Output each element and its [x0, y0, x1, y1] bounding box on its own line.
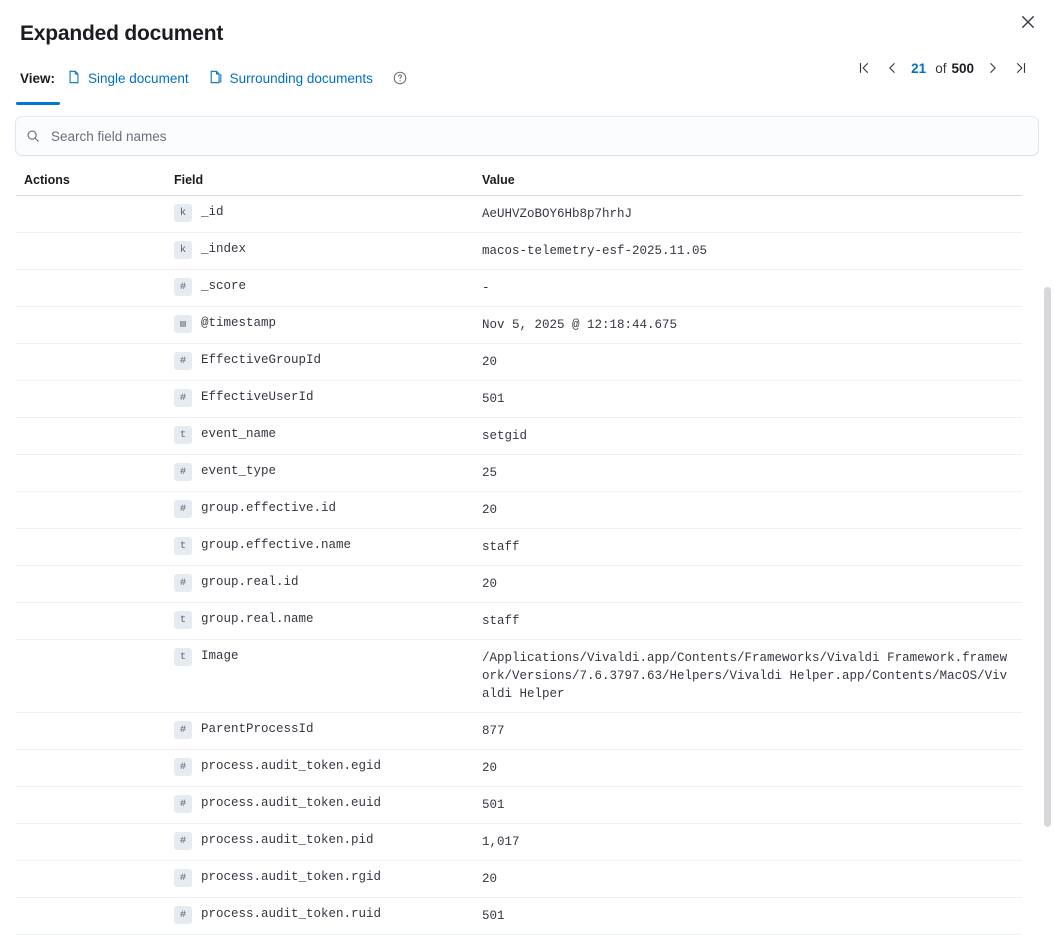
row-value-cell: 20: [474, 344, 1022, 381]
row-actions-cell[interactable]: [16, 529, 166, 566]
row-value-cell: 20: [474, 492, 1022, 529]
row-field-cell: [166, 381, 474, 418]
row-value-cell: AeUHVZoBOY6Hb8p7hrhJ: [474, 196, 1022, 233]
field-type-icon: #: [174, 721, 192, 739]
table-header-row: [16, 167, 1022, 196]
field-type-icon: #: [174, 795, 192, 813]
row-actions-cell[interactable]: [16, 492, 166, 529]
row-actions-cell[interactable]: [16, 603, 166, 640]
field-name: @timestamp: [201, 316, 277, 330]
row-value-cell: /Applications/Vivaldi.app/Contents/Frameworks/Vivaldi Framework.framework/Versions/7.6.3797.63/Helpers/Vivaldi Helper.app/Contents/MacOS/Vivaldi Helper: [474, 640, 1022, 713]
table-row: [16, 418, 1022, 455]
row-actions-cell[interactable]: [16, 307, 166, 344]
row-actions-cell[interactable]: [16, 861, 166, 898]
field-name: _index: [201, 242, 247, 256]
field-type-icon: #: [174, 352, 192, 370]
question-in-circle-icon[interactable]: [393, 71, 407, 85]
row-actions-cell[interactable]: [16, 750, 166, 787]
field-name: _score: [201, 279, 247, 293]
search-area: [0, 105, 1054, 155]
field-type-icon: ▤: [174, 315, 192, 333]
search-box[interactable]: [16, 117, 1038, 155]
row-actions-cell[interactable]: [16, 713, 166, 750]
pager-first-button[interactable]: [851, 55, 877, 81]
view-label: View:: [20, 70, 56, 86]
row-actions-cell[interactable]: [16, 196, 166, 233]
column-header-field: Field: [166, 167, 474, 196]
row-value-cell: 1,017: [474, 824, 1022, 861]
pager-of-label: of: [935, 60, 947, 76]
pager-next-button[interactable]: [980, 55, 1006, 81]
table-row: [16, 750, 1022, 787]
field-name: ParentProcessId: [201, 722, 314, 736]
row-field-cell: [166, 787, 474, 824]
document-icon: [67, 70, 81, 87]
row-value-cell: 20: [474, 566, 1022, 603]
row-value-cell: Nov 5, 2025 @ 12:18:44.675: [474, 307, 1022, 344]
row-actions-cell[interactable]: [16, 566, 166, 603]
row-field-cell: [166, 898, 474, 935]
field-name: EffectiveUserId: [201, 390, 314, 404]
view-option-surrounding-documents[interactable]: [209, 70, 373, 87]
field-type-icon: k: [174, 204, 192, 222]
field-name: group.real.id: [201, 575, 299, 589]
field-type-icon: #: [174, 832, 192, 850]
row-actions-cell[interactable]: [16, 381, 166, 418]
table-row: [16, 787, 1022, 824]
table-row: [16, 307, 1022, 344]
field-name: Image: [201, 649, 239, 663]
field-name: group.real.name: [201, 612, 314, 626]
page-title: Expanded document: [20, 22, 224, 45]
row-value-cell: 877: [474, 713, 1022, 750]
table-row: [16, 529, 1022, 566]
row-value-cell: setgid: [474, 418, 1022, 455]
row-field-cell: [166, 455, 474, 492]
search-icon: [26, 129, 40, 143]
view-option-single-document[interactable]: [67, 70, 189, 87]
field-type-icon: k: [174, 241, 192, 259]
document-field-table: [16, 167, 1022, 935]
table-row: [16, 270, 1022, 307]
row-value-cell: 501: [474, 787, 1022, 824]
table-row: [16, 898, 1022, 935]
row-field-cell: [166, 270, 474, 307]
table-row: [16, 455, 1022, 492]
document-field-table-container: [0, 167, 1054, 923]
row-field-cell: [166, 492, 474, 529]
document-pager: [851, 55, 1034, 81]
pager-current-page[interactable]: 21: [911, 60, 927, 76]
row-actions-cell[interactable]: [16, 787, 166, 824]
row-actions-cell[interactable]: [16, 233, 166, 270]
field-type-icon: t: [174, 537, 192, 555]
pager-total-pages: 500: [951, 60, 974, 76]
table-row: [16, 492, 1022, 529]
field-type-icon: #: [174, 869, 192, 887]
field-name: process.audit_token.pid: [201, 833, 374, 847]
field-type-icon: t: [174, 611, 192, 629]
field-type-icon: #: [174, 463, 192, 481]
field-type-icon: #: [174, 500, 192, 518]
row-actions-cell[interactable]: [16, 344, 166, 381]
field-name: group.effective.name: [201, 538, 352, 552]
row-field-cell: [166, 824, 474, 861]
column-header-actions: Actions: [16, 167, 166, 196]
row-field-cell: [166, 713, 474, 750]
view-option-label: Single document: [88, 70, 189, 86]
row-actions-cell[interactable]: [16, 270, 166, 307]
row-field-cell: [166, 307, 474, 344]
row-field-cell: [166, 529, 474, 566]
row-field-cell: [166, 640, 474, 713]
table-row: [16, 824, 1022, 861]
search-input[interactable]: [49, 128, 1028, 145]
field-name: process.audit_token.egid: [201, 759, 382, 773]
row-value-cell: 501: [474, 381, 1022, 418]
tab-strip: [0, 102, 1054, 105]
row-value-cell: -: [474, 270, 1022, 307]
field-type-icon: #: [174, 278, 192, 296]
row-value-cell: 20: [474, 861, 1022, 898]
field-type-icon: #: [174, 758, 192, 776]
column-header-value: Value: [474, 167, 1022, 196]
row-field-cell: [166, 861, 474, 898]
row-actions-cell[interactable]: [16, 418, 166, 455]
table-row: [16, 603, 1022, 640]
row-field-cell: [166, 603, 474, 640]
table-row: [16, 713, 1022, 750]
table-row: [16, 233, 1022, 270]
table-row: [16, 566, 1022, 603]
row-value-cell: 501: [474, 898, 1022, 935]
field-type-icon: t: [174, 426, 192, 444]
field-name: EffectiveGroupId: [201, 353, 322, 367]
row-actions-cell[interactable]: [16, 640, 166, 713]
row-value-cell: 25: [474, 455, 1022, 492]
tab-table-indicator[interactable]: [16, 102, 60, 105]
field-name: process.audit_token.ruid: [201, 907, 382, 921]
table-row: [16, 196, 1022, 233]
field-type-icon: #: [174, 906, 192, 924]
table-row: [16, 381, 1022, 418]
row-field-cell: [166, 196, 474, 233]
table-row: [16, 861, 1022, 898]
field-type-icon: #: [174, 389, 192, 407]
row-value-cell: 20: [474, 750, 1022, 787]
table-row: [16, 344, 1022, 381]
field-name: process.audit_token.rgid: [201, 870, 382, 884]
field-name: event_name: [201, 427, 277, 441]
row-field-cell: [166, 418, 474, 455]
field-type-icon: #: [174, 574, 192, 592]
row-field-cell: [166, 344, 474, 381]
row-field-cell: [166, 566, 474, 603]
row-value-cell: staff: [474, 603, 1022, 640]
pager-last-button[interactable]: [1008, 55, 1034, 81]
field-name: group.effective.id: [201, 501, 337, 515]
row-actions-cell[interactable]: [16, 824, 166, 861]
documents-icon: [209, 70, 223, 87]
field-type-icon: t: [174, 648, 192, 666]
row-actions-cell[interactable]: [16, 455, 166, 492]
field-name: event_type: [201, 464, 277, 478]
view-option-label: Surrounding documents: [229, 70, 373, 86]
pager-prev-button[interactable]: [879, 55, 905, 81]
row-value-cell: staff: [474, 529, 1022, 566]
vertical-scrollbar[interactable]: [1044, 287, 1051, 827]
field-name: process.audit_token.euid: [201, 796, 382, 810]
row-field-cell: [166, 233, 474, 270]
row-field-cell: [166, 750, 474, 787]
row-value-cell: macos-telemetry-esf-2025.11.05: [474, 233, 1022, 270]
field-name: _id: [201, 205, 224, 219]
close-icon[interactable]: [1012, 6, 1044, 38]
table-row: [16, 640, 1022, 713]
row-actions-cell[interactable]: [16, 898, 166, 935]
